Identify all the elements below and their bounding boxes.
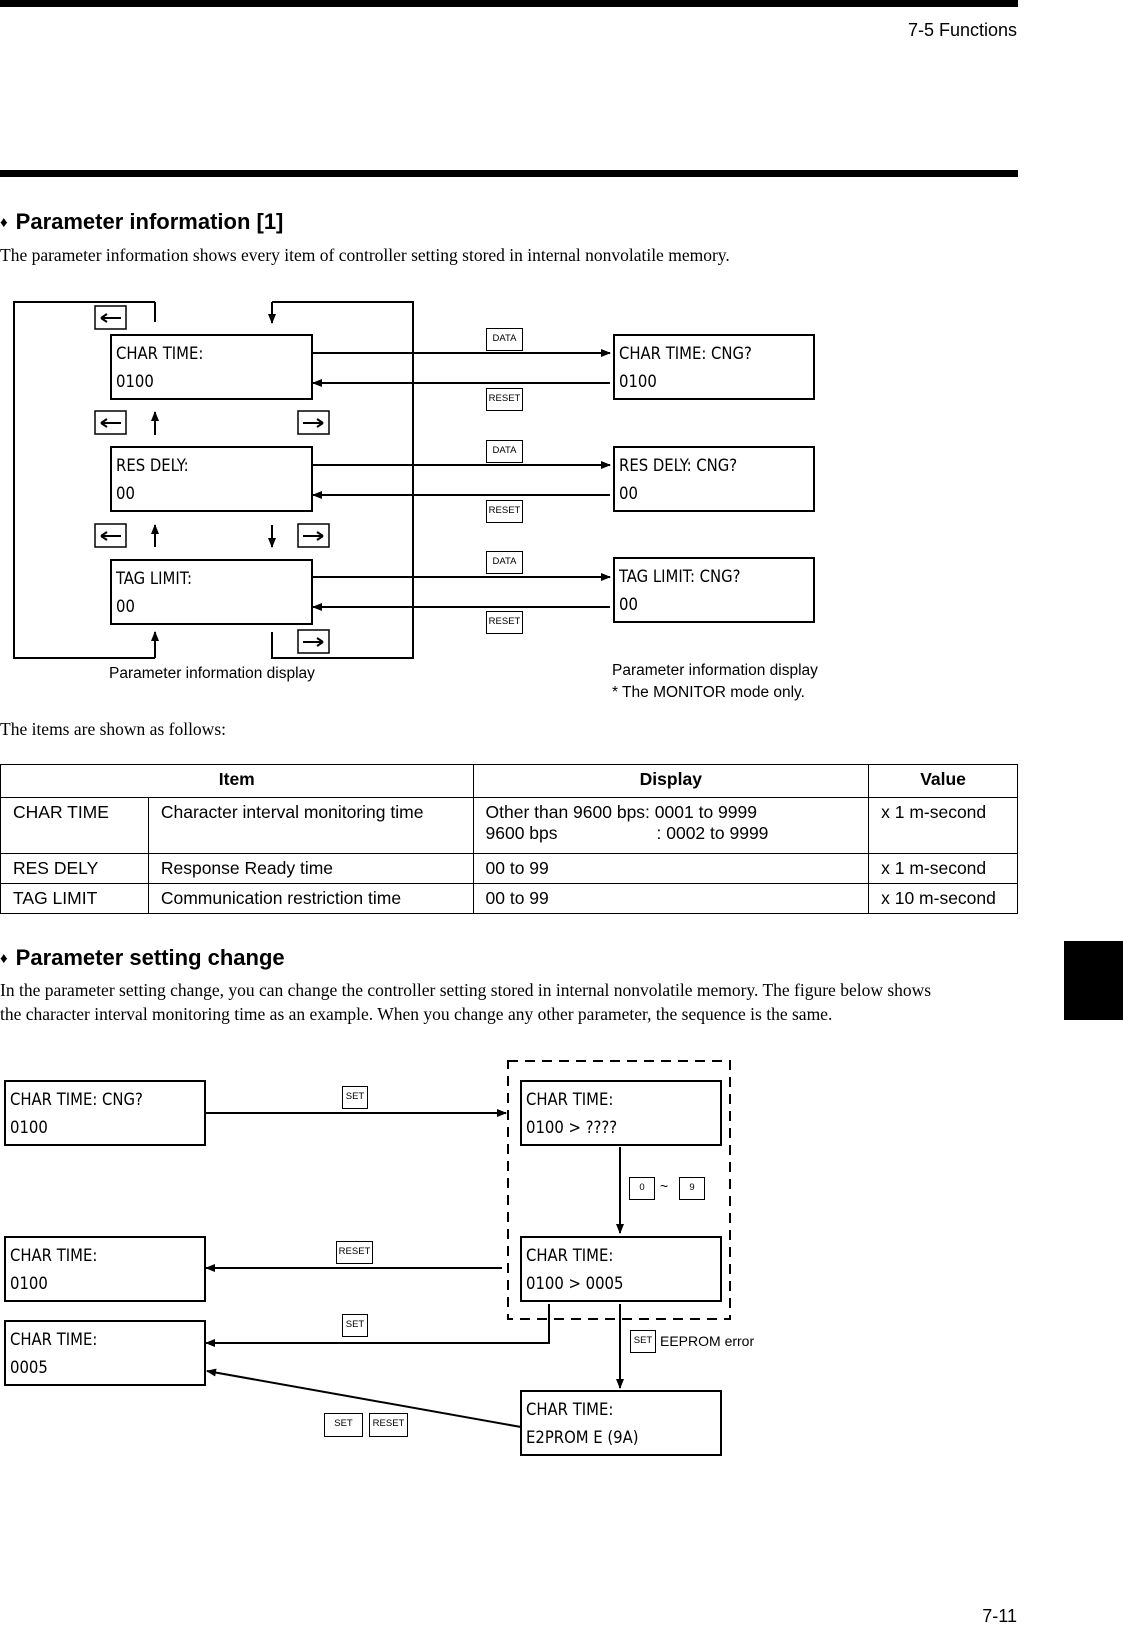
parameter-table — [0, 764, 1018, 914]
section-header: 7-5 Functions — [907, 20, 1017, 40]
digit-0-key: 0 — [629, 1177, 655, 1200]
set-key-3: SET — [324, 1413, 363, 1437]
set-key-eeprom: SET — [630, 1330, 656, 1353]
data-key-1: DATA — [486, 328, 523, 351]
header-item: Item — [1, 765, 474, 798]
caption-right-1: Parameter information display — [612, 662, 818, 679]
section2-title: ♦ Parameter setting change — [0, 945, 285, 970]
lcd-char-time-cng: CHAR TIME: CNG? 0100 — [613, 334, 815, 400]
lcd-edit-pending: CHAR TIME: 0100 > ???? — [520, 1080, 722, 1146]
section1-intro: The parameter information shows every item of controller setting stored in internal nonvolatile memory. — [0, 245, 730, 265]
tilde-symbol: ~ — [660, 1178, 669, 1194]
caption-left: Parameter information display — [109, 665, 315, 682]
table-row: RES DELY Response Ready time 00 to 99 x 1 m-second — [1, 854, 1018, 884]
set-arrow-save — [206, 1304, 549, 1343]
diamond-bullet-icon: ♦ — [0, 214, 8, 231]
lcd-saved: CHAR TIME: 0005 — [4, 1320, 206, 1386]
lcd-res-dely-cng: RES DELY: CNG? 00 — [613, 446, 815, 512]
section1-title: ♦ Parameter information [1] — [0, 209, 284, 234]
lcd-tag-limit-cng: TAG LIMIT: CNG? 00 — [613, 557, 815, 623]
lcd-eeprom-error: CHAR TIME: E2PROM E (9A) — [520, 1390, 722, 1456]
lcd-edit-entered: CHAR TIME: 0100 > 0005 — [520, 1236, 722, 1302]
section2-para-line1: In the parameter setting change, you can change the controller setting stored in internal nonvolatile memory. The figure below shows — [0, 980, 932, 1000]
data-key-2: DATA — [486, 440, 523, 463]
caption-right-2: * The MONITOR mode only. — [612, 684, 805, 701]
lcd-char-time: CHAR TIME: 0100 — [110, 334, 313, 400]
lcd-tag-limit: TAG LIMIT: 00 — [110, 559, 313, 625]
set-key-1: SET — [342, 1086, 368, 1109]
data-key-3: DATA — [486, 551, 523, 574]
header-display: Display — [473, 765, 869, 798]
eeprom-error-label: EEPROM error — [660, 1333, 755, 1349]
diamond-bullet-icon: ♦ — [0, 950, 8, 967]
reset-key-3: RESET — [369, 1413, 408, 1437]
error-return-arrow — [207, 1371, 521, 1427]
lcd-start-cng: CHAR TIME: CNG? 0100 — [4, 1080, 206, 1146]
reset-key-cancel: RESET — [336, 1241, 373, 1264]
table-row: CHAR TIME Character interval monitoring time Other than 9600 bps: 0001 to 9999 9600 bps : 0002 to 9999 x 1 m-second — [1, 798, 1018, 854]
page-number: 7-11 — [982, 1606, 1017, 1626]
digit-9-key: 9 — [679, 1177, 705, 1200]
lcd-cancelled: CHAR TIME: 0100 — [4, 1236, 206, 1302]
table-header-row — [1, 765, 1018, 798]
header-value: Value — [869, 765, 1018, 798]
reset-key-1: RESET — [486, 388, 523, 411]
items-intro: The items are shown as follows: — [0, 719, 226, 739]
section2-para-line2: the character interval monitoring time as an example. When you change any other parameter, the sequence is the same. — [0, 1004, 833, 1024]
table-row: TAG LIMIT Communication restriction time 00 to 99 x 10 m-second — [1, 884, 1018, 914]
set-key-2: SET — [342, 1314, 368, 1337]
reset-key-2: RESET — [486, 500, 523, 523]
lcd-res-dely: RES DELY: 00 — [110, 446, 313, 512]
reset-key-3: RESET — [486, 611, 523, 634]
